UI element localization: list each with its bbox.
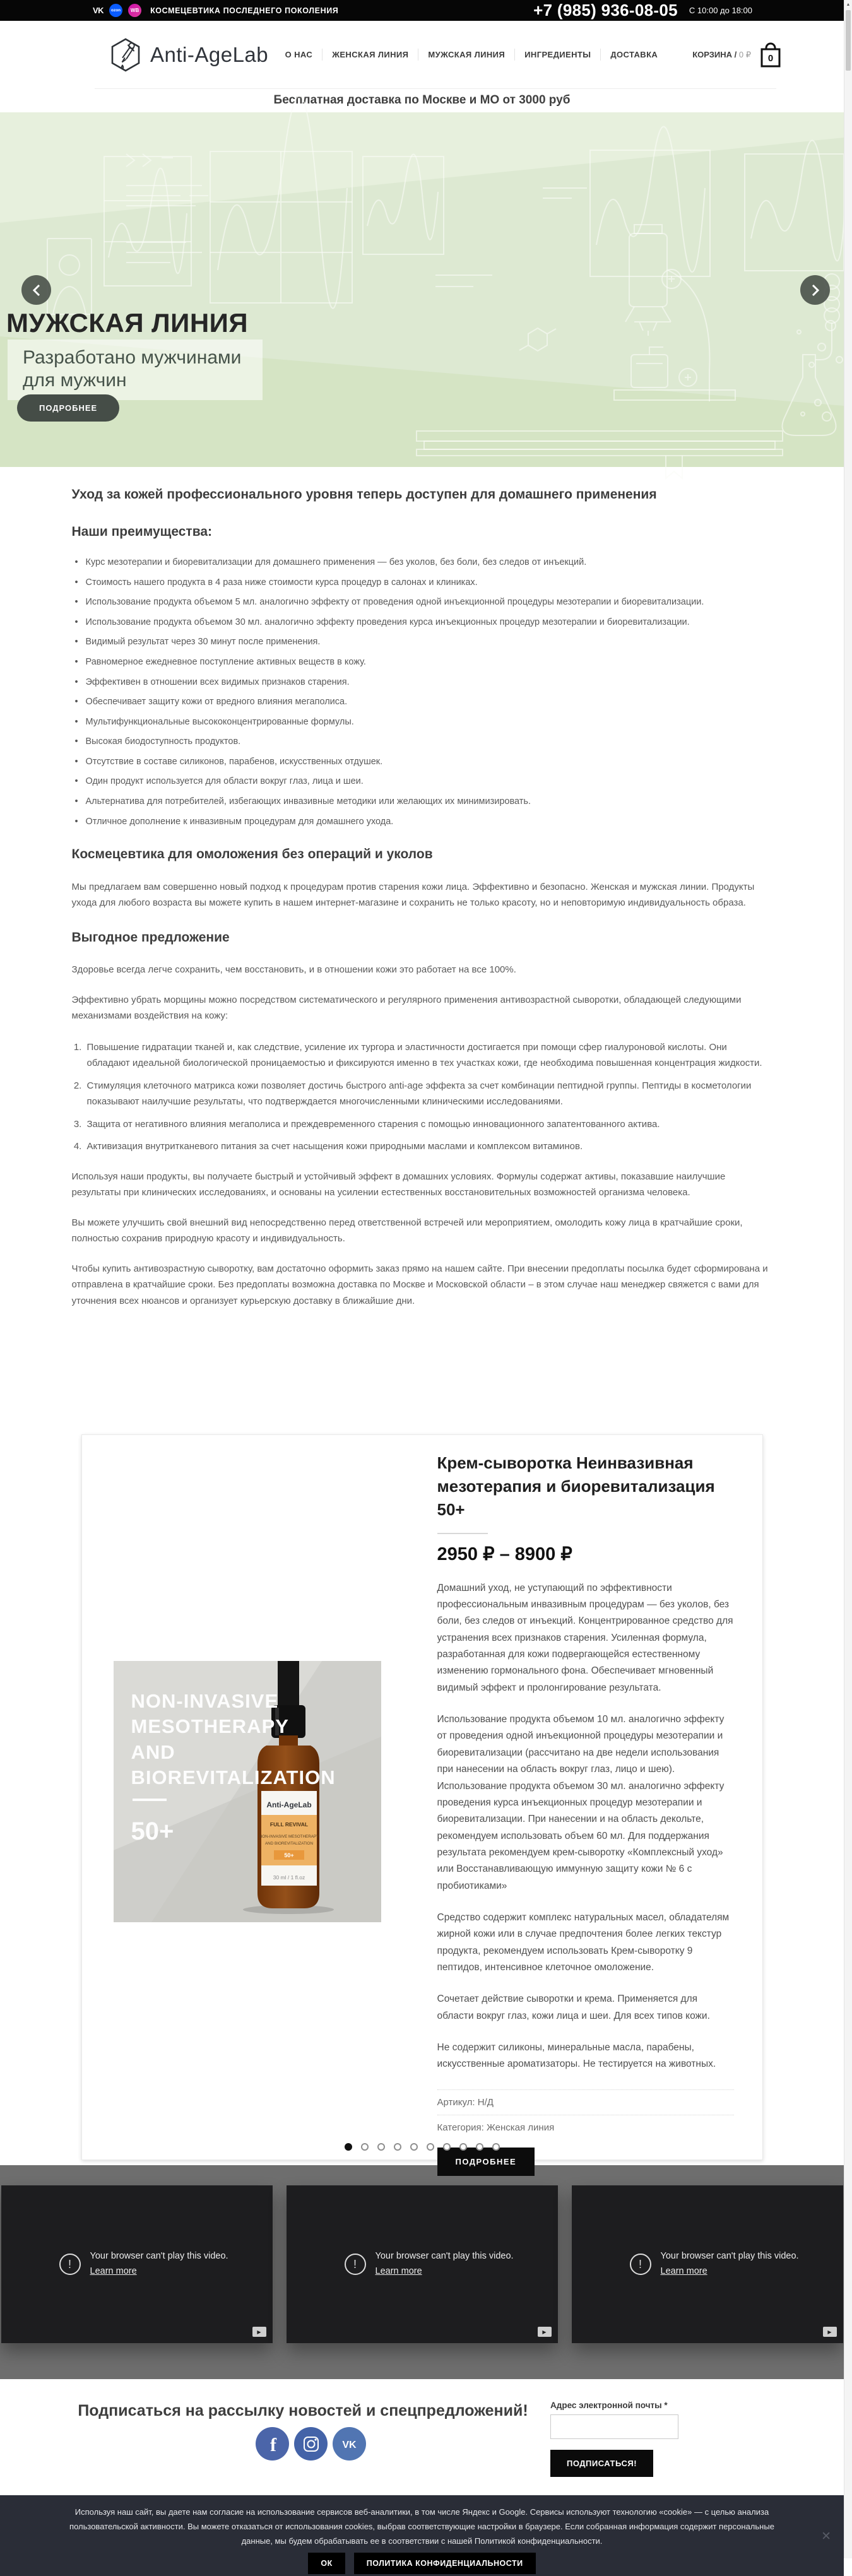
video-play-icon[interactable]: ▶ (252, 2327, 266, 2337)
article-heading: Уход за кожей профессионального уровня теперь доступен для домашнего применения (71, 487, 657, 502)
nav-mens-line[interactable]: МУЖСКАЯ ЛИНИЯ (418, 49, 514, 61)
list-item: • Видимый результат через 30 минут после применения. (72, 635, 772, 649)
hero-carousel (0, 112, 844, 467)
vk-social-icon[interactable] (333, 2427, 366, 2461)
email-label: Адрес электронной почты * (550, 2401, 668, 2410)
nav-ingredients[interactable]: ИНГРЕДИЕНТЫ (514, 49, 600, 61)
nav-about[interactable]: О НАС (285, 50, 313, 59)
chevron-right-icon (811, 284, 820, 297)
list-item: • Стоимость нашего продукта в 4 раза ниже стоимости курса процедур в салонах и клиниках. (72, 576, 772, 589)
phone-number[interactable]: +7 (985) 936-08-05 (533, 1, 678, 20)
sku-value: Н/Д (477, 2096, 494, 2108)
shipping-banner (0, 88, 844, 112)
mechanisms-list (72, 1039, 772, 1155)
nav-delivery[interactable]: ДОСТАВКА (600, 49, 667, 61)
paragraph: Вы можете улучшить свой внешний вид непосредственно перед ответственной встречей или мероприятием, омолодить кожу лица в кратчайшие сроки, полностью сохранив природную красоту и индивидуальность. (71, 1217, 743, 1244)
vk-icon[interactable]: VK (93, 6, 104, 15)
main-nav (276, 49, 668, 61)
cart-count: 0 (767, 52, 774, 64)
subscribe-button[interactable]: ПОДПИСАТЬСЯ! (550, 2450, 653, 2477)
product-image-caption: NON-INVASIVE MESOTHERAPY AND BIOREVITALIZATION (131, 1690, 336, 1788)
video-error-icon: ! (59, 2254, 81, 2275)
bottle-label-brand: Anti-AgeLab (266, 1800, 312, 1809)
slider-dot[interactable] (377, 2143, 385, 2151)
list-item: • Эффективен в отношении всех видимых признаков старения. (72, 676, 772, 689)
newsletter-section (0, 2379, 844, 2495)
scrollbar-up-arrow-icon[interactable]: ▲ (846, 3, 851, 7)
chevron-left-icon (32, 284, 41, 297)
product-details-button[interactable]: ПОДРОБНЕЕ (437, 2148, 535, 2176)
list-item: • Отсутствие в составе силиконов, парабенов, искусственных отдушек. (72, 755, 772, 769)
hero-slide-subtitle: Разработано мужчинами для мужчин (8, 340, 263, 400)
product-title[interactable]: Крем-сыворотка Неинвазивная мезотерапия и биоревитализация 50+ (437, 1453, 715, 1519)
nav-womens-line[interactable]: ЖЕНСКАЯ ЛИНИЯ (322, 49, 418, 61)
header (0, 21, 844, 88)
top-bar (0, 0, 844, 21)
cart-total: 0 ₽ (738, 49, 751, 59)
instagram-icon[interactable] (294, 2427, 328, 2461)
article-section (0, 485, 844, 1434)
cosmeceutics-heading: Космецевтика для омоложения без операций и уколов (71, 847, 433, 862)
social-links (0, 2427, 622, 2461)
category-label: Категория: (437, 2122, 484, 2133)
working-hours: С 10:00 до 18:00 (689, 6, 752, 15)
product-description: Не содержит силиконы, минеральные масла, парабены, искусственные ароматизаторы. Не тестируется на животных. (437, 2041, 716, 2070)
cookie-consent-bar (0, 2495, 844, 2576)
video-error-icon: ! (345, 2254, 366, 2275)
list-item: • Курс мезотерапии и биоревитализации для домашнего применения — без уколов, без боли, без следов от инъекций. (72, 556, 772, 569)
paragraph: Эффективно убрать морщины можно посредством систематического и регулярного применения антивозрастной сыворотки, обладающей следующими механизмами воздействия на кожу: (71, 994, 742, 1022)
bottle-label-line3: AND BIOREVITALIZATION (264, 1841, 313, 1846)
hero-details-button[interactable]: ПОДРОБНЕЕ (17, 394, 119, 422)
product-description: Использование продукта объемом 10 мл. аналогично эффекту от проведения одной инъекционной процедуры мезотерапии и биоревитализации (рассчитано на две недели использования при нанесении на область вокруг глаз, лицо и шею). Использование продукта объемом 30 мл. аналогично эффекту проведения курса инъекционных процедур мезотерапии и биоревитализации. При нанесении и на область декольте, рекомендуем использовать объем 60 мл. Для поддержания результата рекомендуем крем-сыворотку «Комплексный уход» или Восстанавливающую иммунную защиту кожи № 6 с пробиотиками» (437, 1714, 725, 1891)
bottle-label-volume: 30 ml / 1 fl.oz (273, 1874, 305, 1881)
bottle-label-badge: 50+ (283, 1852, 294, 1858)
cookie-consent-text: Используя наш сайт, вы даете нам согласие на использование сервисов веб-аналитики, в том числе Яндекс и Google. Сервисы используют технологию «cookie» — с целью анализа пользовательской активности. Вы можете отказаться от использования cookies, выбрав соответствующие настройки в браузере. Если собранная информация содержит персональные данные, мы будем обрабатывать ее в соответствии с нашей Политикой конфиденциальности. (69, 2507, 774, 2546)
product-description: Средство содержит комплекс натуральных масел, обладателям жирной кожи или в случае предпочтения более легких текстур продукта, рекомендуем использовать Крем-сыворотку 9 пептидов, интенсивное клеточное омоложение. (437, 1911, 730, 1973)
paragraph: Мы предлагаем вам совершенно новый подход к процедурам против старения кожи лица. Эффективно и безопасно. Женская и мужская линии. Продукты ухода для любого возраста вы можете купить в нашем интернет-магазине и сохранить не только красоту, но и неповторимую индивидуальность образа. (71, 881, 755, 909)
product-image[interactable] (114, 1661, 381, 1922)
advantages-list (72, 556, 772, 828)
video-player[interactable] (1, 2185, 273, 2343)
list-item: • Использование продукта объемом 30 мл. аналогично эффекту проведения курса инъекционных процедур мезотерапии и биоревитализации. (72, 616, 772, 629)
list-item: 1. Повышение гидратации тканей и, как следствие, усиление их тургора и эластичности достигается при помощи сфер гиалуроновой кислоты. Они обладают идеальной биологической проницаемостью и фиксируются именно в тех участках кожи, где необходима повышенная концентрация жидкости. (85, 1039, 772, 1072)
video-error-message: Your browser can't play this video. (90, 2251, 228, 2262)
product-image-age-badge: 50+ (131, 1817, 174, 1845)
list-item: • Отличное дополнение к инвазивным процедурам для домашнего ухода. (72, 815, 772, 829)
privacy-policy-button[interactable]: ПОЛИТИКА КОНФИДЕНЦИАЛЬНОСТИ (354, 2553, 536, 2574)
list-item: • Один продукт используется для области вокруг глаз, лица и шеи. (72, 775, 772, 788)
logo-hexagon-dropper-icon (109, 37, 142, 73)
slider-dot[interactable] (394, 2143, 401, 2151)
product-slider-dots (345, 2143, 500, 2151)
scrollbar[interactable] (844, 0, 852, 2558)
svg-text:VK: VK (342, 2440, 357, 2450)
caption-divider (133, 1799, 167, 1801)
category-value[interactable]: Женская линия (486, 2122, 555, 2133)
paragraph: Используя наши продукты, вы получаете быстрый и устойчивый эффект в домашних условиях. Формулы содержат активы, показавшие наилучшие результаты при клинических исследованиях, и основаны на усилении естественных восстановительных возможностей организма человека. (71, 1171, 726, 1198)
hero-slide-title: МУЖСКАЯ ЛИНИЯ (6, 308, 249, 338)
video-play-icon[interactable]: ▶ (823, 2327, 837, 2337)
slider-dot[interactable] (410, 2143, 418, 2151)
product-details (437, 1451, 734, 2176)
wildberries-icon[interactable]: WB (128, 4, 141, 17)
product-description: Домашний уход, не уступающий по эффективности профессиональным инвазивным процедурам — без уколов, без боли, без следов от инъекций. Концентрированное средство для устранения всех признаков старения. Усиленная формула, разработанная для кожи подвергающейся естественному изменению гормонального фона. Обеспечивает мгновенный видимый эффект и пролонгирование результата. (437, 1582, 733, 1693)
paragraph: Чтобы купить антивозрастную сыворотку, вам достаточно оформить заказ прямо на нашем сайте. При внесении предоплаты посылка будет сформирована и отправлена в кратчайшие сроки. Без предоплаты возможна доставка по Москве и Московской области – в этом случае наш менеджер свяжется с вами для уточнения всех нюансов и организует курьерскую доставку в ближайшие дни. (71, 1263, 768, 1306)
logo[interactable] (109, 37, 268, 73)
slider-dot[interactable] (427, 2143, 434, 2151)
product-category-row (437, 2115, 734, 2140)
video-learn-more-link[interactable]: Learn more (660, 2266, 707, 2276)
product-sku-row (437, 2089, 734, 2115)
email-field[interactable] (550, 2414, 678, 2439)
tagline: КОСМЕЦЕВТИКА ПОСЛЕДНЕГО ПОКОЛЕНИЯ (150, 6, 339, 15)
video-player[interactable] (572, 2185, 843, 2343)
cookie-ok-button[interactable]: ОК (308, 2553, 345, 2574)
product-section (0, 1434, 844, 2165)
slider-dot[interactable] (459, 2143, 467, 2151)
video-play-icon[interactable]: ▶ (538, 2327, 552, 2337)
cart-label: КОРЗИНА / (692, 49, 737, 59)
ozon-icon[interactable]: ozon (109, 4, 122, 17)
top-bar-right (533, 1, 752, 20)
video-error-message: Your browser can't play this video. (375, 2251, 514, 2262)
video-player[interactable] (287, 2185, 558, 2343)
shipping-banner-text: Бесплатная доставка по Москве и МО от 3000 руб (273, 93, 571, 107)
svg-text:f: f (270, 2435, 276, 2455)
product-card (81, 1434, 763, 2166)
list-item: • Альтернатива для потребителей, избегающих инвазивные методики или желающих их минимизировать. (72, 795, 772, 808)
video-section (0, 2165, 844, 2379)
list-item: • Высокая биодоступность продуктов. (72, 735, 772, 748)
carousel-prev-button[interactable] (21, 275, 51, 305)
cart-bag-icon (759, 42, 782, 68)
bottle-label-line1: FULL REVIVAL (269, 1821, 308, 1828)
video-error-message: Your browser can't play this video. (660, 2251, 799, 2262)
scrollbar-thumb[interactable] (846, 10, 851, 71)
facebook-icon[interactable] (256, 2427, 289, 2461)
slider-dot[interactable] (345, 2143, 352, 2151)
cart-button[interactable] (692, 42, 782, 68)
list-item: • Использование продукта объемом 5 мл. аналогично эффекту от проведения одной инъекционной процедуры мезотерапии и биоревитализации. (72, 596, 772, 609)
list-item: • Обеспечивает защиту кожи от вредного влияния мегаполиса. (72, 695, 772, 709)
sku-label: Артикул: (437, 2096, 475, 2108)
title-divider (437, 1533, 488, 1534)
list-item: 3. Защита от негативного влияния мегаполиса и преждевременного старения с помощью инновационного запатентованного актива. (85, 1116, 772, 1133)
slider-dot[interactable] (443, 2143, 451, 2151)
product-price: 2950 ₽ – 8900 ₽ (437, 1544, 572, 1564)
offer-heading: Выгодное предложение (71, 930, 230, 945)
product-description: Сочетает действие сыворотки и крема. Применяется для области вокруг глаз, кожи лица и шеи. Для всех типов кожи. (437, 1994, 710, 2021)
list-item: 2. Стимуляция клеточного матрикса кожи позволяет достичь быстрого anti-age эффекта за счет комбинации пептидной группы. Пептиды в косметологии показывают наилучшие результаты, что подтверждается многочисленными клиническими исследованиями. (85, 1078, 772, 1110)
cookie-actions (0, 2553, 844, 2574)
list-item: • Мультифункциональные высококонцентрированные формулы. (72, 716, 772, 729)
paragraph: Здоровье всегда легче сохранить, чем восстановить, и в отношении кожи это работает на все 100%. (71, 964, 516, 976)
top-bar-left (93, 4, 338, 17)
close-icon[interactable]: ✕ (821, 2530, 831, 2543)
video-learn-more-link[interactable]: Learn more (375, 2266, 422, 2276)
newsletter-heading: Подписаться на рассылку новостей и спецпредложений! (78, 2402, 528, 2419)
slider-dot[interactable] (476, 2143, 483, 2151)
video-learn-more-link[interactable]: Learn more (90, 2266, 137, 2276)
slider-dot[interactable] (361, 2143, 369, 2151)
brand-name: Anti-AgeLab (150, 42, 269, 66)
bottle-label-line2: NON-INVASIVE MESOTHERAPY (259, 1835, 319, 1839)
list-item: 4. Активизация внутритканевого питания за счет насыщения кожи природными маслами и комплексом витаминов. (85, 1138, 772, 1155)
carousel-next-button[interactable] (800, 275, 830, 305)
advantages-heading: Наши преимущества: (71, 524, 213, 539)
slider-dot[interactable] (492, 2143, 500, 2151)
list-item: • Равномерное ежедневное поступление активных веществ в кожу. (72, 656, 772, 669)
video-error-icon: ! (630, 2254, 651, 2275)
hero-lab-illustration (0, 112, 844, 467)
